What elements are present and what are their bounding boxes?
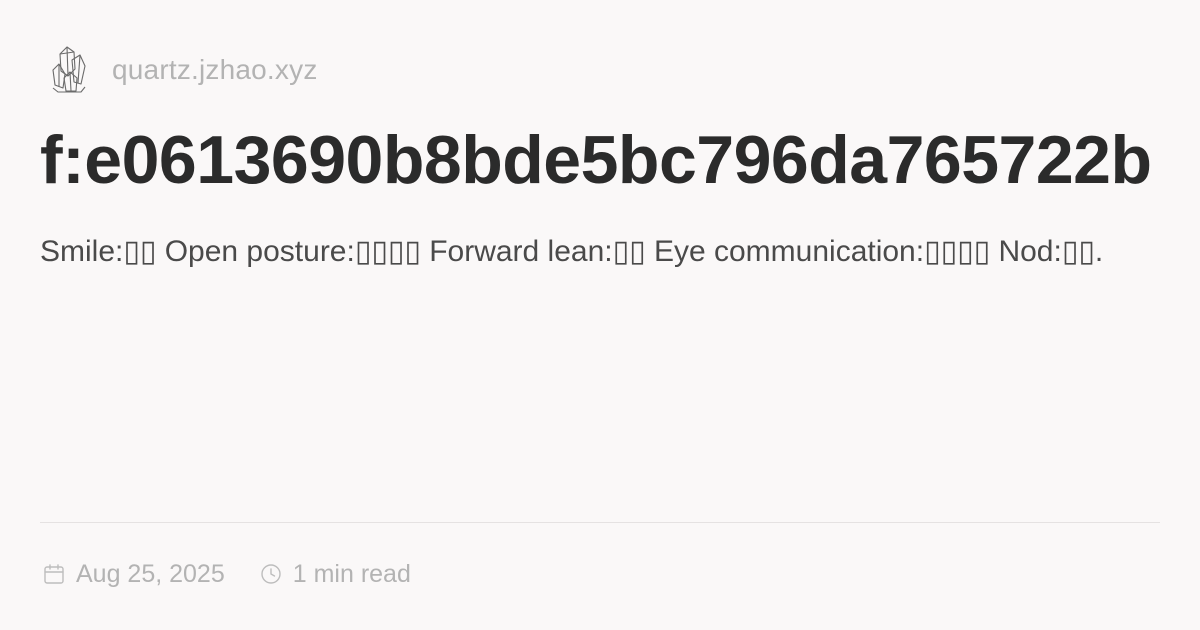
page-title: f:e0613690b8bde5bc796da765722b [40, 122, 1152, 198]
publish-date [42, 560, 225, 589]
post-meta [42, 556, 411, 592]
reading-time [259, 560, 411, 589]
calendar-icon [42, 562, 66, 586]
clock-icon [259, 562, 283, 586]
page-description: Smile:▯▯ Open posture:▯▯▯▯ Forward lean:▯▯ Eye communication:▯▯▯▯ Nod:▯▯. [40, 235, 1104, 268]
site-header [48, 42, 318, 98]
publish-date-text: Aug 25, 2025 [76, 559, 225, 588]
divider [40, 522, 1160, 523]
site-name[interactable]: quartz.jzhao.xyz [112, 54, 318, 85]
crystal-logo-icon [48, 44, 88, 96]
reading-time-text: 1 min read [292, 559, 411, 588]
